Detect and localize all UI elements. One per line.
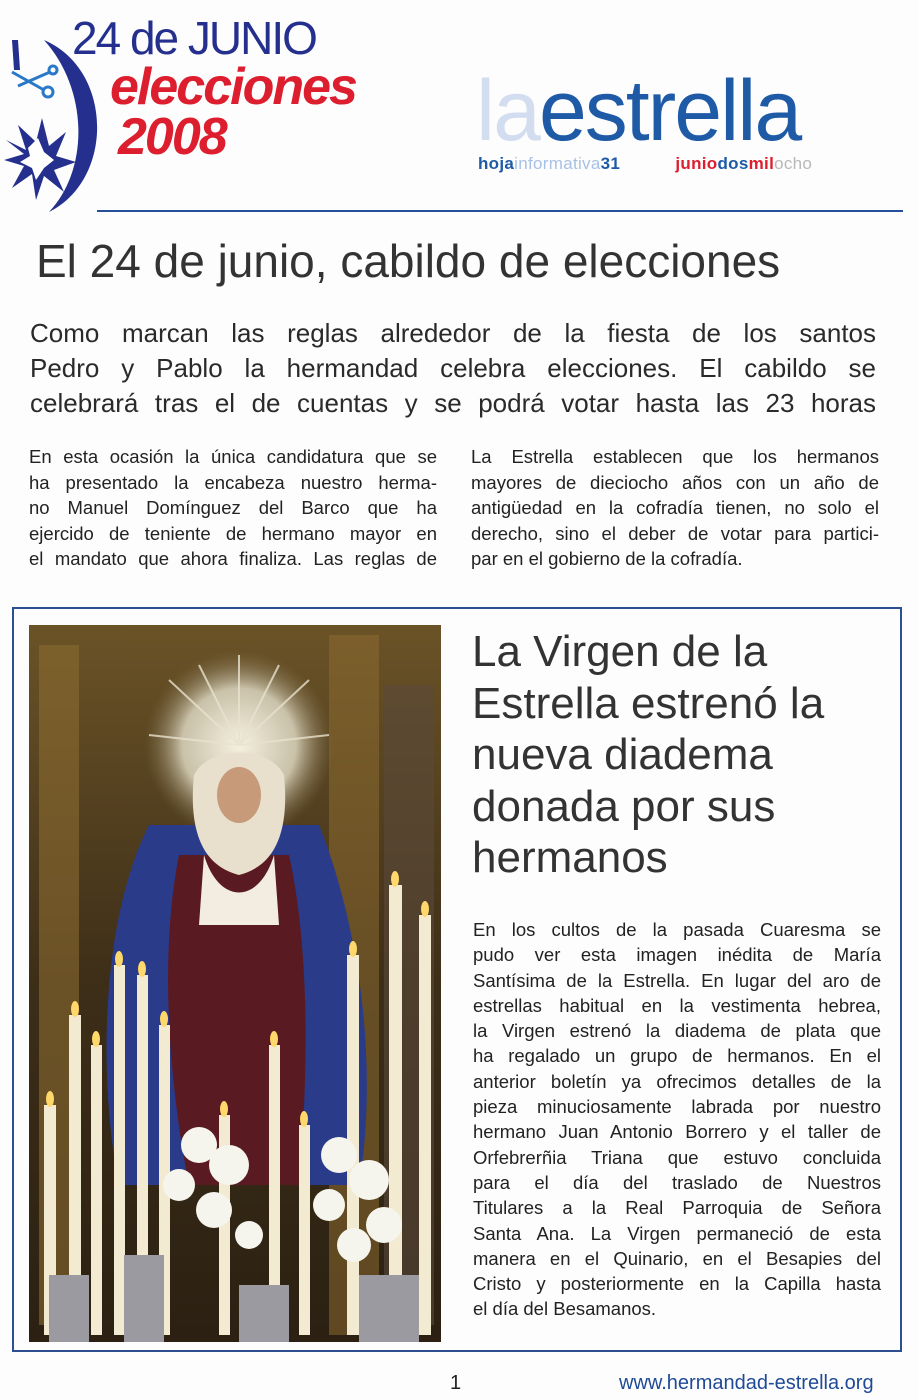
feature-headline xyxy=(472,626,892,884)
text-line: antigüedad en la cofradía tienen, no solo el xyxy=(471,497,879,518)
headline-line: Estrella estrenó la xyxy=(472,678,825,728)
issue-number: 31 xyxy=(600,154,621,173)
text-line: Titulares a la Real Parroquia de Señora xyxy=(473,1197,881,1219)
text-line: el día del Besamanos. xyxy=(473,1298,657,1320)
text-line: En los cultos de la pasada Cuaresma se xyxy=(473,919,881,940)
text-line: la Virgen estrenó la diadema de plata que xyxy=(473,1020,881,1042)
sub-dos: dos xyxy=(717,154,749,173)
text-line: pieza minuciosamente labrada por nuestro xyxy=(473,1096,881,1118)
headline-line: hermanos xyxy=(472,833,668,882)
text-line: Cristo y posteriormente en la Capilla hasta xyxy=(473,1273,881,1295)
text-line: par en el gobierno de la cofradía. xyxy=(471,548,743,569)
text-line: derecho, sino el deber de votar para partici- xyxy=(471,522,879,544)
lead-headline: El 24 de junio, cabildo de elecciones xyxy=(36,235,781,287)
headline-line: nueva diadema xyxy=(472,730,773,779)
sub-ocho: ocho xyxy=(774,154,813,173)
text-line: para el día del traslado de Nuestros xyxy=(473,1171,881,1193)
headline-line: donada por sus xyxy=(472,781,776,831)
lead-column-right xyxy=(471,444,879,572)
subhead-line: Pedro y Pablo la hermandad celebra elecciones. El cabildo se xyxy=(30,353,876,383)
text-line: manera en el Quinario, en el Besapies del xyxy=(473,1247,881,1269)
headline-line: La Virgen de la xyxy=(472,627,768,676)
virgin-photo xyxy=(29,625,441,1342)
text-line: La Estrella establecen que los hermanos xyxy=(471,446,879,467)
title-estrella: estrella xyxy=(538,63,801,159)
text-line: ejercido de teniente de hermano mayor en xyxy=(29,522,437,544)
elections-year: 2008 xyxy=(118,108,226,166)
text-line: Orfebrerñia Triana que estuvo concluida xyxy=(473,1146,881,1168)
subhead-line: Como marcan las reglas alrededor de la fiesta de los santos xyxy=(30,318,876,348)
header-divider xyxy=(97,210,903,212)
title-la: la xyxy=(476,63,539,159)
newsletter-subtitle xyxy=(478,154,812,174)
elections-word: elecciones xyxy=(110,58,356,116)
sub-informativa: informativa xyxy=(514,154,601,173)
sub-junio: junio xyxy=(675,154,718,173)
text-line: Santísima de la Estrella. En lugar del aro de xyxy=(473,969,881,991)
text-line: ha regalado un grupo de hermanos. En el xyxy=(473,1045,881,1067)
elections-date: 24 de JUNIO xyxy=(72,12,316,64)
newsletter-title xyxy=(476,63,801,159)
text-line: ha presentado la encabeza nuestro herma- xyxy=(29,471,437,493)
text-line: anterior boletín ya ofrecimos detalles de la xyxy=(473,1070,881,1092)
text-line: estrellas habitual en la vestimenta hebrea, xyxy=(473,994,881,1016)
lead-column-left xyxy=(29,444,437,572)
text-line: mayores de dieciocho años con un año de xyxy=(471,471,879,493)
lead-subhead xyxy=(30,316,876,421)
feature-body xyxy=(473,917,881,1322)
text-line: el mandato que ahora finaliza. Las reglas de xyxy=(29,548,437,569)
subhead-line: celebrará tras el de cuentas y se podrá votar hasta las 23 horas xyxy=(30,388,876,418)
text-line: pudo ver esta imagen inédita de María xyxy=(473,944,881,966)
website-link[interactable]: www.hermandad-estrella.org xyxy=(619,1372,874,1394)
page-number: 1 xyxy=(450,1372,462,1394)
text-line: En esta ocasión la única candidatura que se xyxy=(29,446,437,467)
text-line: hermano Juan Antonio Borrero y el taller de xyxy=(473,1121,881,1143)
sub-hoja: hoja xyxy=(478,154,515,173)
text-line: Santa Ana. La Virgen permaneció de esta xyxy=(473,1222,881,1244)
text-line: no Manuel Domínguez del Barco que ha xyxy=(29,497,437,518)
sub-mil: mil xyxy=(748,154,775,173)
